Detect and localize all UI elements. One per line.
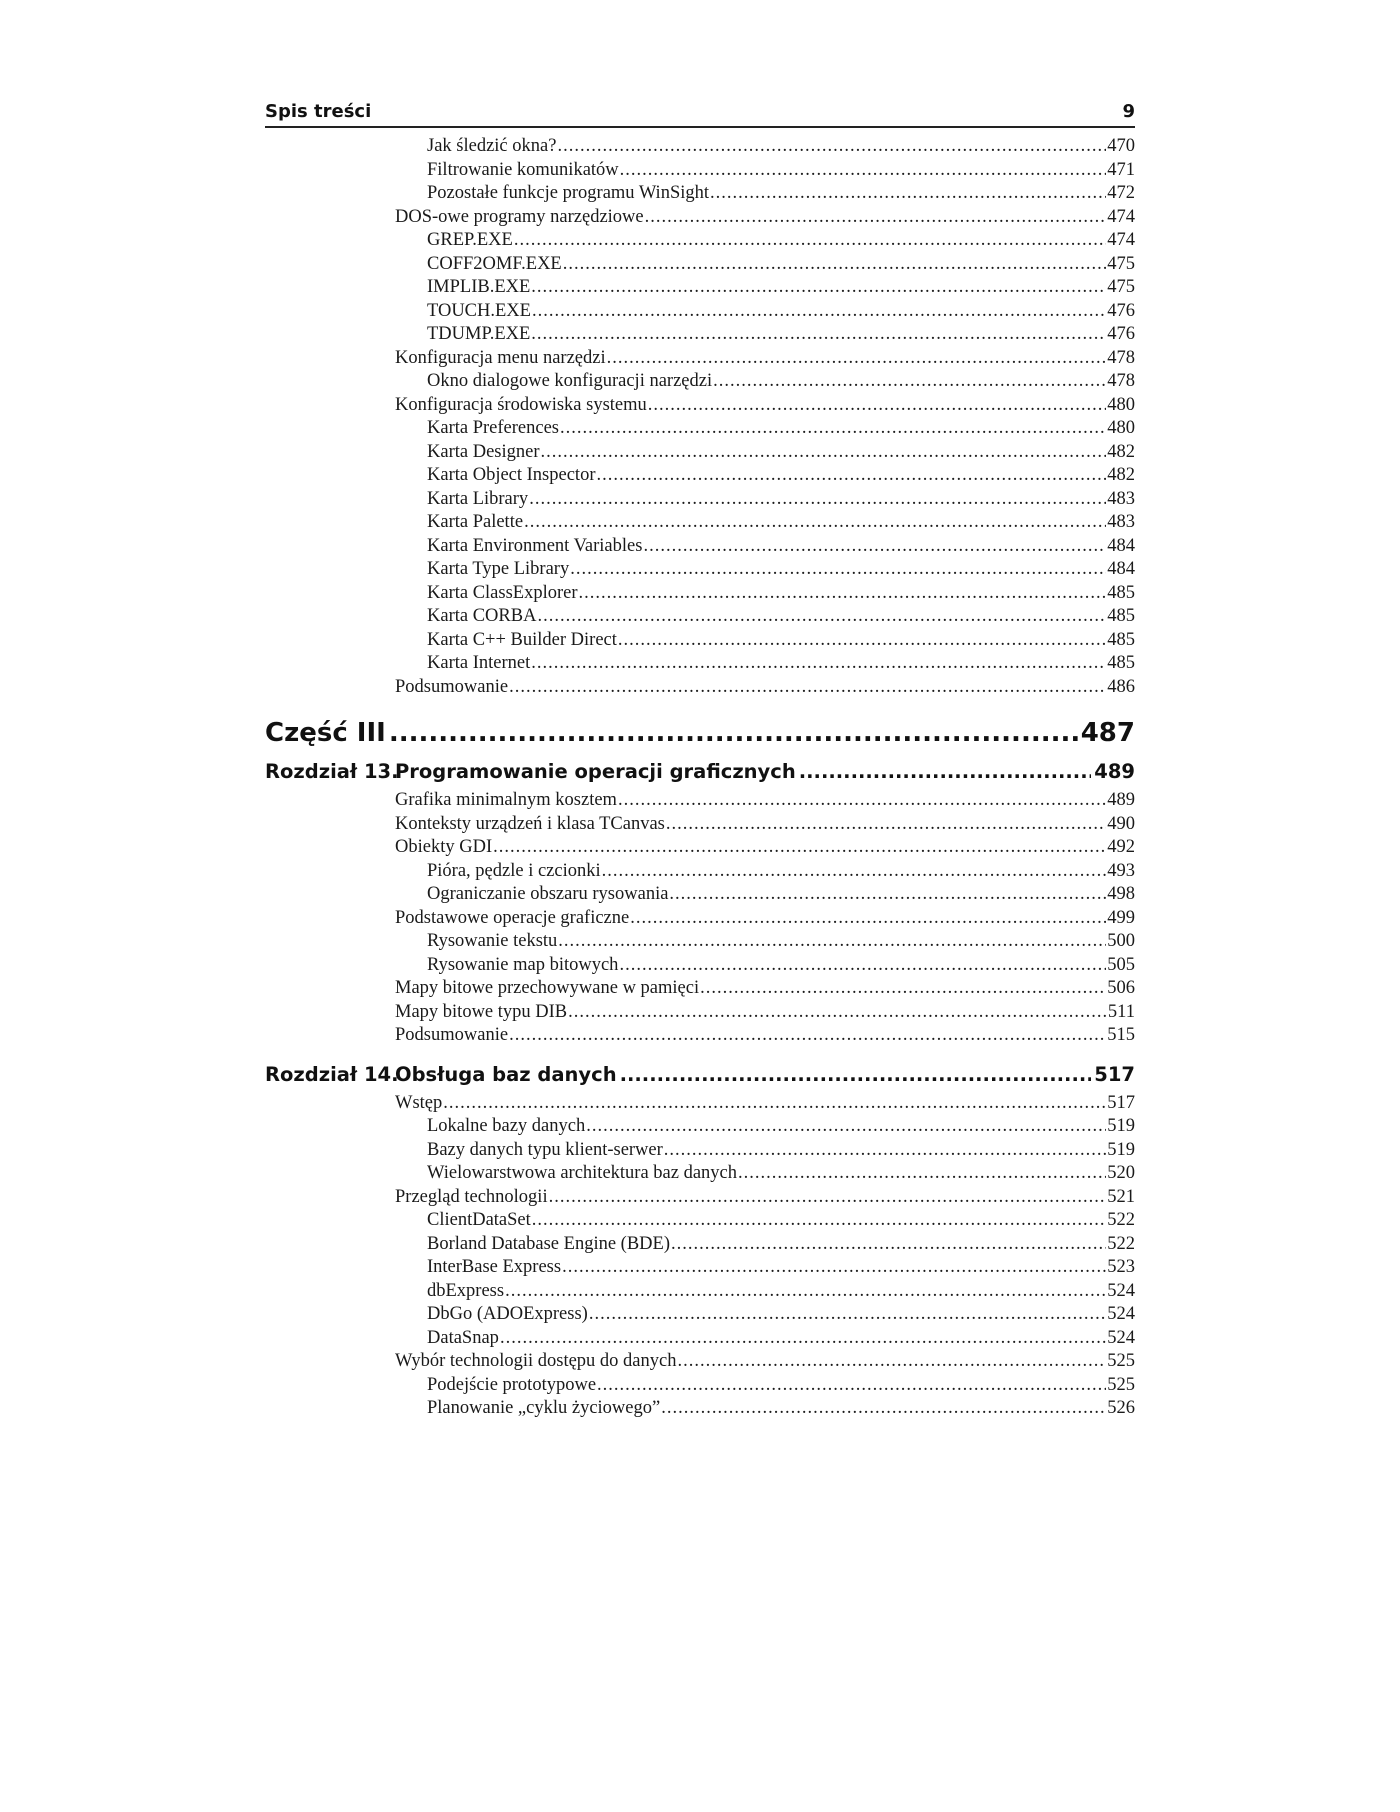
entry-title: TDUMP.EXE: [427, 324, 531, 344]
entry-page: 478: [1107, 371, 1135, 391]
entry-page: 506: [1107, 978, 1135, 998]
entry-title: DOS-owe programy narzędziowe: [395, 206, 644, 227]
toc-entry[interactable]: [265, 348, 1135, 372]
dot-leader: [738, 1163, 1106, 1184]
entry-page: 520: [1107, 1163, 1135, 1183]
entry-title: Podstawowe operacje graficzne: [395, 907, 630, 928]
entry-page: 476: [1107, 300, 1135, 321]
toc-entry[interactable]: [265, 465, 1135, 489]
toc-chapter-13[interactable]: [265, 760, 1135, 790]
dot-leader: [541, 442, 1107, 463]
dot-leader: [531, 653, 1106, 674]
entry-page: 519: [1107, 1139, 1135, 1160]
toc-entry[interactable]: [265, 931, 1135, 955]
entry-page: 489: [1107, 790, 1135, 810]
toc-entry[interactable]: [265, 559, 1135, 583]
dot-leader: [645, 207, 1107, 228]
toc-entry[interactable]: [265, 677, 1135, 701]
dot-leader: [389, 718, 1078, 748]
entry-page: 500: [1107, 931, 1135, 951]
entry-page: 515: [1107, 1025, 1135, 1045]
toc-block-continued: [265, 136, 1135, 700]
entry-title: Mapy bitowe typu DIB: [395, 1001, 568, 1022]
entry-page: 511: [1107, 1001, 1135, 1022]
dot-leader: [597, 1375, 1106, 1396]
dot-leader: [713, 371, 1106, 392]
entry-title: Jak śledzić okna?: [427, 136, 557, 156]
toc-entry[interactable]: [265, 536, 1135, 560]
header-title: Spis treści: [265, 101, 372, 122]
dot-leader: [524, 512, 1106, 533]
entry-title: Podsumowanie: [395, 1025, 509, 1045]
entry-page: 474: [1107, 230, 1135, 250]
entry-page: 498: [1107, 884, 1135, 904]
dot-leader: [529, 489, 1106, 510]
table-of-contents: [265, 136, 1135, 1422]
toc-entry[interactable]: [265, 1093, 1135, 1117]
chapter-title: Programowanie operacji graficznych: [395, 760, 796, 783]
dot-leader: [531, 324, 1106, 345]
entry-page: 474: [1107, 206, 1135, 227]
dot-leader: [700, 978, 1106, 999]
toc-entry[interactable]: [265, 1398, 1135, 1422]
dot-leader: [710, 183, 1106, 204]
toc-entry[interactable]: [265, 653, 1135, 677]
entry-title: Obiekty GDI: [395, 837, 493, 857]
entry-page: 472: [1107, 183, 1135, 203]
dot-leader: [532, 1210, 1106, 1231]
entry-page: 493: [1107, 860, 1135, 881]
entry-page: 526: [1107, 1398, 1135, 1418]
entry-title: Karta Type Library: [427, 559, 570, 579]
header-page-number: 9: [1122, 101, 1135, 122]
dot-leader: [560, 418, 1106, 439]
toc-entry[interactable]: [265, 301, 1135, 325]
entry-page: 499: [1107, 907, 1135, 928]
toc-entry[interactable]: [265, 489, 1135, 513]
entry-title: Rysowanie tekstu: [427, 931, 558, 951]
toc-entry[interactable]: [265, 207, 1135, 231]
entry-title: dbExpress: [427, 1280, 505, 1301]
entry-page: 490: [1107, 813, 1135, 834]
entry-title: Podsumowanie: [395, 676, 509, 697]
entry-title: Przegląd technologii: [395, 1186, 548, 1207]
toc-entry[interactable]: [265, 371, 1135, 395]
toc-entry[interactable]: [265, 1257, 1135, 1281]
dot-leader: [549, 1187, 1107, 1208]
entry-page: 522: [1107, 1233, 1135, 1254]
entry-title: Ograniczanie obszaru rysowania: [427, 884, 669, 904]
dot-leader: [620, 160, 1107, 181]
entry-page: 517: [1107, 1092, 1135, 1113]
dot-leader: [671, 1234, 1106, 1255]
toc-entry[interactable]: [265, 395, 1135, 419]
dot-leader: [557, 136, 1106, 157]
entry-title: Borland Database Engine (BDE): [427, 1233, 670, 1254]
toc-entry[interactable]: [265, 583, 1135, 607]
entry-page: 475: [1107, 277, 1135, 297]
toc-entry[interactable]: [265, 1002, 1135, 1026]
toc-entry[interactable]: [265, 790, 1135, 814]
dot-leader: [505, 1281, 1106, 1302]
dot-leader: [664, 1140, 1106, 1161]
dot-leader: [579, 583, 1107, 604]
entry-page: 483: [1107, 488, 1135, 509]
entry-title: Lokalne bazy danych: [427, 1116, 586, 1136]
dot-leader: [500, 1328, 1106, 1349]
toc-chapter-13-entries: [265, 790, 1135, 1049]
entry-title: Grafika minimalnym kosztem: [395, 790, 617, 810]
toc-entry[interactable]: [265, 814, 1135, 838]
entry-page: 480: [1107, 394, 1135, 415]
entry-page: 475: [1107, 253, 1135, 274]
entry-title: InterBase Express: [427, 1257, 562, 1277]
toc-entry[interactable]: [265, 978, 1135, 1002]
toc-entry[interactable]: [265, 837, 1135, 861]
toc-entry[interactable]: [265, 1351, 1135, 1375]
running-header: [265, 96, 1135, 128]
toc-entry[interactable]: [265, 136, 1135, 160]
dot-leader: [509, 677, 1106, 698]
dot-leader: [602, 861, 1107, 882]
dot-leader: [509, 1025, 1106, 1046]
chapter-number: Rozdział 13.: [265, 760, 399, 783]
dot-leader: [531, 277, 1106, 298]
entry-title: Podejście prototypowe: [427, 1374, 597, 1395]
entry-title: Konfiguracja środowiska systemu: [395, 394, 647, 415]
dot-leader: [443, 1093, 1106, 1114]
entry-title: Wielowarstwowa architektura baz danych: [427, 1163, 738, 1183]
toc-entry[interactable]: [265, 1375, 1135, 1399]
entry-page: 483: [1107, 512, 1135, 532]
toc-entry[interactable]: [265, 512, 1135, 536]
toc-entry[interactable]: [265, 1187, 1135, 1211]
toc-entry[interactable]: [265, 442, 1135, 466]
entry-title: Karta Library: [427, 488, 529, 509]
entry-title: Pozostałe funkcje programu WinSight: [427, 183, 710, 203]
entry-page: 484: [1107, 535, 1135, 556]
entry-title: Rysowanie map bitowych: [427, 954, 619, 975]
chapter-page: 517: [1094, 1062, 1135, 1086]
toc-page: [265, 96, 1135, 1422]
dot-leader: [586, 1116, 1106, 1137]
entry-title: GREP.EXE: [427, 230, 513, 250]
entry-page: 480: [1107, 418, 1135, 438]
entry-page: 524: [1107, 1327, 1135, 1348]
toc-entry[interactable]: [265, 884, 1135, 908]
toc-entry[interactable]: [265, 183, 1135, 207]
entry-title: Karta Internet: [427, 653, 531, 673]
entry-page: 523: [1107, 1257, 1135, 1277]
entry-title: Planowanie „cyklu życiowego”: [427, 1398, 661, 1418]
entry-title: Karta C++ Builder Direct: [427, 629, 617, 650]
toc-entry[interactable]: [265, 908, 1135, 932]
dot-leader: [558, 931, 1106, 952]
entry-title: DbGo (ADOExpress): [427, 1304, 588, 1324]
entry-title: DataSnap: [427, 1327, 499, 1348]
toc-entry[interactable]: [265, 955, 1135, 979]
entry-page: 485: [1107, 653, 1135, 673]
entry-title: Karta CORBA: [427, 606, 537, 626]
entry-title: Konteksty urządzeń i klasa TCanvas: [395, 813, 665, 834]
dot-leader: [563, 254, 1107, 275]
entry-page: 522: [1107, 1210, 1135, 1230]
entry-title: Wybór technologii dostępu do danych: [395, 1351, 677, 1371]
dot-leader: [620, 1063, 1092, 1086]
dot-leader: [589, 1304, 1106, 1325]
dot-leader: [562, 1257, 1106, 1278]
toc-entry[interactable]: [265, 1163, 1135, 1187]
toc-entry[interactable]: [265, 1140, 1135, 1164]
dot-leader: [568, 1002, 1107, 1023]
dot-leader: [532, 301, 1106, 322]
entry-page: 521: [1107, 1186, 1135, 1207]
dot-leader: [618, 790, 1106, 811]
dot-leader: [666, 814, 1106, 835]
entry-title: Okno dialogowe konfiguracji narzędzi: [427, 371, 713, 391]
toc-entry[interactable]: [265, 418, 1135, 442]
entry-page: 486: [1107, 676, 1135, 697]
toc-part-heading[interactable]: [265, 718, 1135, 756]
entry-page: 519: [1107, 1116, 1135, 1136]
entry-title: Konfiguracja menu narzędzi: [395, 347, 606, 368]
dot-leader: [669, 884, 1106, 905]
entry-title: Pióra, pędzle i czcionki: [427, 860, 601, 881]
entry-page: 482: [1107, 465, 1135, 485]
entry-page: 524: [1107, 1304, 1135, 1324]
toc-entry[interactable]: [265, 1304, 1135, 1328]
toc-entry[interactable]: [265, 606, 1135, 630]
entry-page: 524: [1107, 1280, 1135, 1301]
entry-title: Filtrowanie komunikatów: [427, 159, 619, 180]
toc-entry[interactable]: [265, 1116, 1135, 1140]
toc-entry[interactable]: [265, 1210, 1135, 1234]
entry-page: 525: [1107, 1351, 1135, 1371]
entry-page: 471: [1107, 159, 1135, 180]
dot-leader: [570, 559, 1106, 580]
entry-title: Karta Environment Variables: [427, 535, 643, 556]
part-page: 487: [1080, 718, 1135, 748]
entry-title: Karta ClassExplorer: [427, 582, 578, 603]
entry-title: Mapy bitowe przechowywane w pamięci: [395, 978, 700, 998]
toc-entry[interactable]: [265, 254, 1135, 278]
dot-leader: [618, 630, 1106, 651]
entry-page: 482: [1107, 441, 1135, 462]
dot-leader: [630, 908, 1106, 929]
dot-leader: [643, 536, 1106, 557]
dot-leader: [619, 955, 1106, 976]
entry-title: COFF2OMF.EXE: [427, 253, 562, 274]
part-title: Część III: [265, 718, 386, 748]
chapter-title: Obsługa baz danych: [395, 1062, 617, 1086]
entry-page: 484: [1107, 559, 1135, 579]
dot-leader: [493, 837, 1106, 858]
entry-title: Wstęp: [395, 1092, 443, 1113]
entry-title: Karta Preferences: [427, 418, 559, 438]
dot-leader: [607, 348, 1107, 369]
chapter-page: 489: [1094, 760, 1135, 783]
toc-chapter-14[interactable]: [265, 1063, 1135, 1093]
entry-page: 478: [1107, 347, 1135, 368]
entry-page: 470: [1107, 136, 1135, 156]
entry-title: IMPLIB.EXE: [427, 277, 531, 297]
toc-entry[interactable]: [265, 1281, 1135, 1305]
dot-leader: [799, 760, 1092, 783]
entry-page: 525: [1107, 1374, 1135, 1395]
entry-title: Karta Object Inspector: [427, 465, 596, 485]
toc-chapter-14-entries: [265, 1093, 1135, 1422]
entry-page: 476: [1107, 324, 1135, 344]
entry-title: Bazy danych typu klient-serwer: [427, 1139, 663, 1160]
entry-title: TOUCH.EXE: [427, 300, 531, 321]
entry-title: Karta Designer: [427, 441, 540, 462]
dot-leader: [648, 395, 1106, 416]
toc-entry[interactable]: [265, 230, 1135, 254]
entry-title: Karta Palette: [427, 512, 524, 532]
chapter-number: Rozdział 14.: [265, 1062, 399, 1086]
entry-page: 485: [1107, 582, 1135, 603]
dot-leader: [661, 1398, 1106, 1419]
toc-entry[interactable]: [265, 1234, 1135, 1258]
toc-entry[interactable]: [265, 324, 1135, 348]
toc-entry[interactable]: [265, 1025, 1135, 1049]
entry-page: 505: [1107, 954, 1135, 975]
dot-leader: [514, 230, 1106, 251]
toc-entry[interactable]: [265, 630, 1135, 654]
dot-leader: [537, 606, 1106, 627]
entry-page: 492: [1107, 837, 1135, 857]
entry-page: 485: [1107, 629, 1135, 650]
toc-entry[interactable]: [265, 1328, 1135, 1352]
entry-title: ClientDataSet: [427, 1210, 531, 1230]
toc-entry[interactable]: [265, 160, 1135, 184]
toc-entry[interactable]: [265, 861, 1135, 885]
toc-entry[interactable]: [265, 277, 1135, 301]
entry-page: 485: [1107, 606, 1135, 626]
dot-leader: [596, 465, 1106, 486]
dot-leader: [677, 1351, 1106, 1372]
